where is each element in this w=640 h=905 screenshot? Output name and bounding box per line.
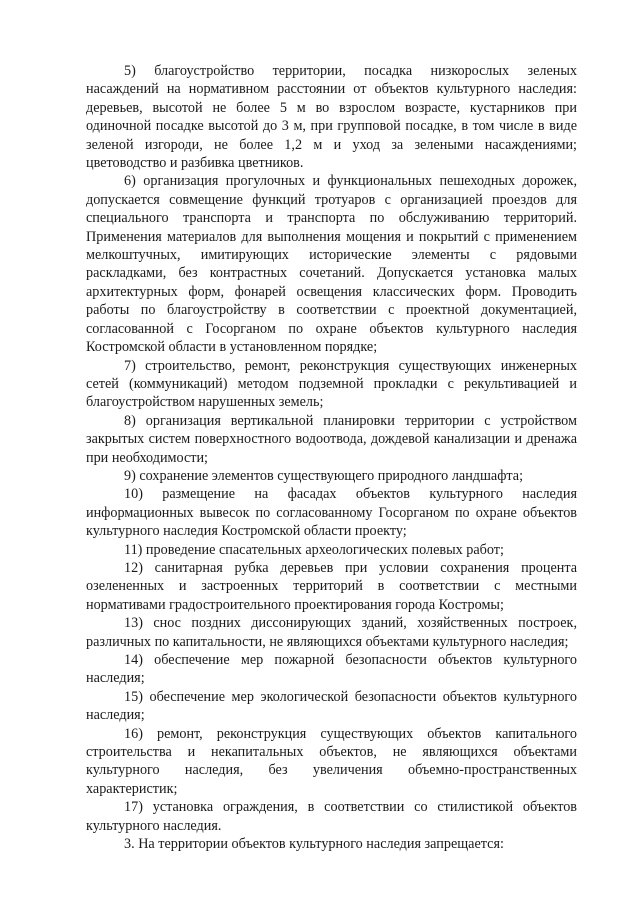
paragraph-item-15: 15) обеспечение мер экологической безопасности объектов культурного наследия;	[86, 688, 577, 724]
paragraph-item-12: 12) санитарная рубка деревьев при условии сохранения процента озелененных и застроенных территорий в соответствии с местными нормативами градостроительного проектирования города Костромы;	[86, 559, 577, 613]
paragraph-item-10: 10) размещение на фасадах объектов культурного наследия информационных вывесок по согласованному Госорганом по охране объектов культурного наследия Костромской области проекту;	[86, 486, 577, 540]
paragraph-item-8: 8) организация вертикальной планировки территории с устройством закрытых систем поверхностного водоотвода, дождевой канализации и дренажа при необходимости;	[86, 412, 577, 466]
paragraph-item-11: 11) проведение спасательных археологических полевых работ;	[124, 541, 504, 558]
paragraph-item-17: 17) установка ограждения, в соответствии со стилистикой объектов культурного наследия.	[86, 799, 577, 834]
paragraph-item-16: 16) ремонт, реконструкция существующих объектов капитального строительства и некапитальных объектов, не являющихся объектами культурного наследия, без увеличения объемно-пространственных характеристик;	[86, 725, 577, 797]
paragraph-item-9: 9) сохранение элементов существующего природного ландшафта;	[124, 467, 524, 484]
paragraph-item-6: 6) организация прогулочных и функциональных пешеходных дорожек, допускается совмещение функций тротуаров с организацией проездов для специального транспорта и транспорта по обслуживанию территорий. Применения материалов для выполнения мощения и покрытий с применением мелкоштучных, имитирующих исторические элементы с рядовыми раскладками, без контрастных сочетаний. Допускается установка малых архитектурных форм, фонарей освещения классических форм. Проводить работы по благоустройству в соответствии с проектной документацией, согласованной с Госорганом по охране объектов культурного наследия Костромской области в установленном порядке;	[86, 173, 577, 356]
paragraph-item-5: 5) благоустройство территории, посадка низкорослых зеленых насаждений на нормативном расстоянии от объектов культурного наследия: деревьев, высотой не более 5 м во взрослом возрасте, кустарников при одиночной посадке высотой до 3 м, при групповой посадке, в том числе в виде зеленой изгороди, не более 1,2 м и уход за зелеными насаждениями; цветоводство и разбивка цветников.	[86, 63, 577, 172]
paragraph-item-14: 14) обеспечение мер пожарной безопасности объектов культурного наследия;	[86, 652, 577, 687]
paragraph-item-13: 13) снос поздних диссонирующих зданий, хозяйственных построек, различных по капитальности, не являющихся объектами культурного наследия;	[86, 615, 577, 650]
section-3-heading: 3. На территории объектов культурного наследия запрещается:	[124, 836, 504, 853]
paragraph-item-7: 7) строительство, ремонт, реконструкция существующих инженерных сетей (коммуникаций) методом подземной прокладки с рекультивацией и благоустройством нарушенных земель;	[86, 357, 577, 411]
document-page	[86, 62, 577, 853]
